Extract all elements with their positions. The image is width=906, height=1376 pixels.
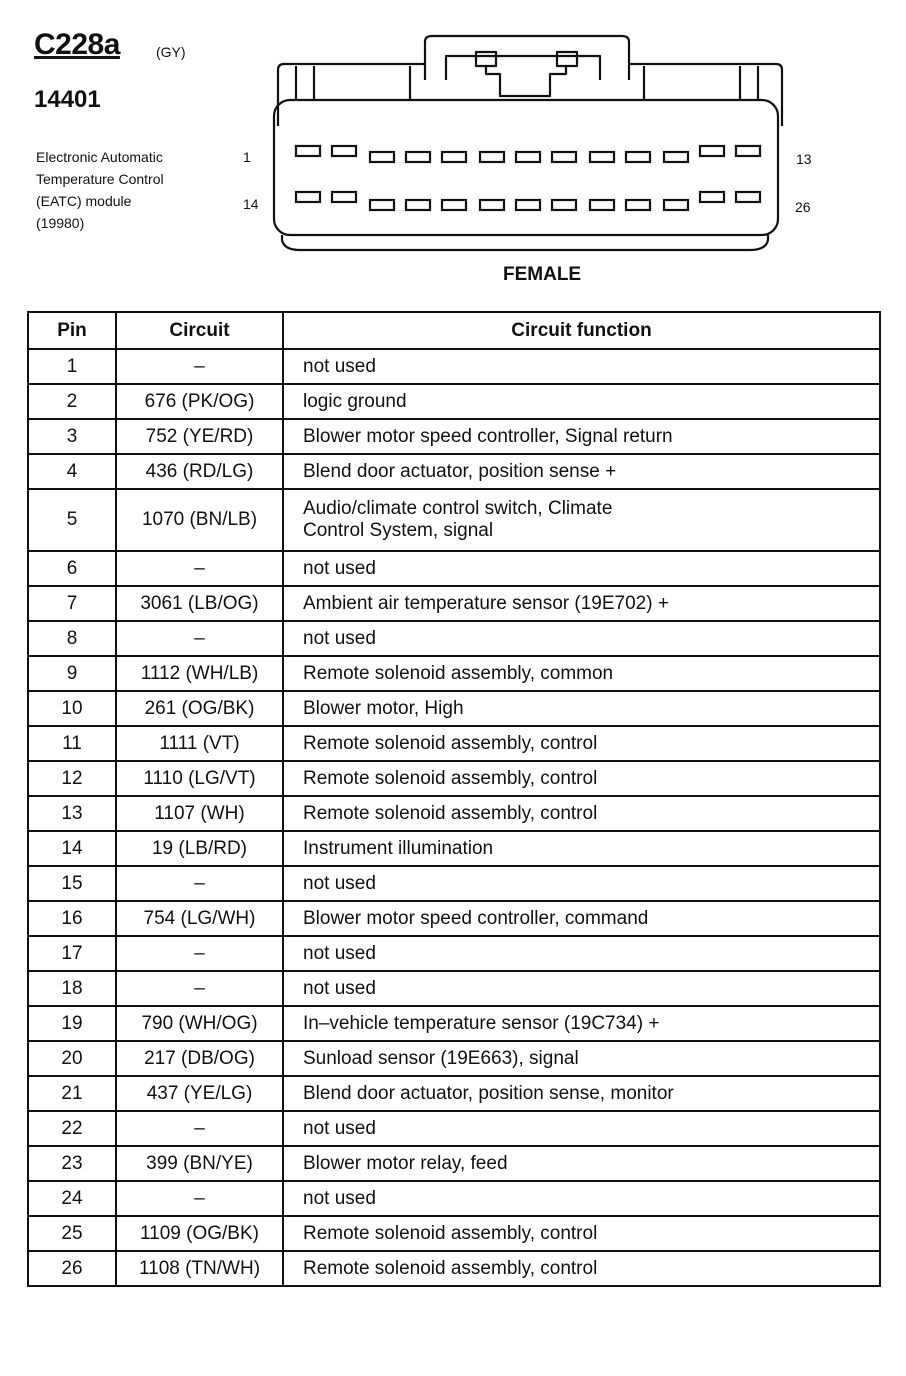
column-header-function: Circuit function [283,312,880,349]
function-cell [283,1041,880,1076]
connector-title: C228a [34,28,120,61]
circuit-cell: 754 (LG/WH) [116,901,283,936]
pin-cell: 14 [28,831,116,866]
function-line: not used [303,557,376,579]
table-row [28,726,880,761]
function-line: Blower motor speed controller, command [303,907,649,929]
function-line: Blower motor relay, feed [303,1152,508,1174]
pin-cell: 12 [28,761,116,796]
circuit-cell: 1107 (WH) [116,796,283,831]
table-row [28,1146,880,1181]
table-row [28,1041,880,1076]
pin-cell: 20 [28,1041,116,1076]
pin-slot [626,200,650,210]
circuit-cell: 217 (DB/OG) [116,1041,283,1076]
function-cell [283,489,880,551]
circuit-cell: 790 (WH/OG) [116,1006,283,1041]
function-line: Audio/climate control switch, Climate [303,498,613,519]
function-line: Control System, signal [303,520,494,541]
pin-cell: 15 [28,866,116,901]
pin-slot [296,192,320,202]
table-row [28,384,880,419]
pin-cell: 5 [28,489,116,551]
table-row [28,971,880,1006]
function-cell [283,1251,880,1286]
function-line: not used [303,977,376,999]
pin-label-13: 13 [796,151,812,167]
circuit-cell: – [116,1111,283,1146]
function-cell [283,656,880,691]
function-cell [283,349,880,384]
function-cell [283,1111,880,1146]
function-line: Blend door actuator, position sense, monitor [303,1082,674,1104]
function-line: not used [303,1117,376,1139]
description-line: Electronic Automatic [36,149,163,165]
function-line: Remote solenoid assembly, common [303,662,614,684]
function-line: Remote solenoid assembly, control [303,1222,598,1244]
pin-cell: 4 [28,454,116,489]
pin-cell: 19 [28,1006,116,1041]
function-cell [283,971,880,1006]
table-row [28,349,880,384]
function-line: not used [303,627,376,649]
circuit-cell: – [116,621,283,656]
function-line: Blower motor, High [303,697,464,719]
function-line: In–vehicle temperature sensor (19C734) + [303,1012,660,1034]
pin-slot [736,146,760,156]
connector-diagram [270,30,790,260]
circuit-cell: – [116,551,283,586]
table-row [28,551,880,586]
table-row [28,1181,880,1216]
table-header-row [28,312,880,349]
circuit-cell: 1108 (TN/WH) [116,1251,283,1286]
pin-cell: 25 [28,1216,116,1251]
circuit-cell: – [116,349,283,384]
table-row [28,621,880,656]
pin-slot [736,192,760,202]
table-row [28,454,880,489]
table-row [28,866,880,901]
function-cell [283,621,880,656]
circuit-cell: 3061 (LB/OG) [116,586,283,621]
pin-slot [626,152,650,162]
function-line: not used [303,872,376,894]
function-cell [283,586,880,621]
pin-slot [590,152,614,162]
pin-cell: 6 [28,551,116,586]
function-cell [283,936,880,971]
module-description [36,146,164,234]
pin-cell: 2 [28,384,116,419]
pin-slot [552,152,576,162]
description-line: (19980) [36,215,85,231]
description-line: Temperature Control [36,171,164,187]
function-line: Blower motor speed controller, Signal return [303,425,673,447]
circuit-cell: 19 (LB/RD) [116,831,283,866]
pin-cell: 18 [28,971,116,1006]
pin-cell: 17 [28,936,116,971]
connector-color-code: (GY) [156,44,186,60]
pin-slot [590,200,614,210]
table-row [28,901,880,936]
column-header-pin: Pin [28,312,116,349]
pin-slot [516,152,540,162]
pin-slot [332,192,356,202]
function-line: Blend door actuator, position sense + [303,460,617,482]
function-cell [283,1076,880,1111]
pin-cell: 11 [28,726,116,761]
function-cell [283,1006,880,1041]
function-line: logic ground [303,390,407,412]
table-row [28,1216,880,1251]
table-row [28,1006,880,1041]
table-row [28,691,880,726]
circuit-cell: – [116,1181,283,1216]
table-row [28,1111,880,1146]
function-line: Instrument illumination [303,837,494,859]
table-row [28,1251,880,1286]
function-cell [283,1181,880,1216]
function-cell [283,551,880,586]
circuit-cell: 1070 (BN/LB) [116,489,283,551]
pin-cell: 7 [28,586,116,621]
pin-cell: 3 [28,419,116,454]
pin-cell: 1 [28,349,116,384]
circuit-cell: 1110 (LG/VT) [116,761,283,796]
pin-slot [370,200,394,210]
pinout-table [27,311,881,1287]
function-cell [283,901,880,936]
table-row [28,489,880,551]
pin-slot [406,200,430,210]
pin-cell: 10 [28,691,116,726]
circuit-cell: 1112 (WH/LB) [116,656,283,691]
pin-cell: 22 [28,1111,116,1146]
pin-slot [700,146,724,156]
column-header-circuit: Circuit [116,312,283,349]
pin-label-14: 14 [243,196,259,212]
pin-slot [552,200,576,210]
pin-cell: 23 [28,1146,116,1181]
function-cell [283,726,880,761]
pin-slot [480,152,504,162]
table-row [28,936,880,971]
function-line: Remote solenoid assembly, control [303,732,598,754]
function-cell [283,691,880,726]
pin-cell: 16 [28,901,116,936]
pin-slot [370,152,394,162]
function-line: not used [303,1187,376,1209]
circuit-cell: 1109 (OG/BK) [116,1216,283,1251]
pin-slot [516,200,540,210]
pin-label-26: 26 [795,199,811,215]
circuit-cell: 261 (OG/BK) [116,691,283,726]
pin-slot [480,200,504,210]
table-row [28,796,880,831]
pin-slot [296,146,320,156]
circuit-cell: 1111 (VT) [116,726,283,761]
function-cell [283,796,880,831]
function-cell [283,454,880,489]
function-line: not used [303,942,376,964]
description-line: (EATC) module [36,193,132,209]
circuit-cell: 436 (RD/LG) [116,454,283,489]
circuit-cell: – [116,936,283,971]
circuit-cell: 399 (BN/YE) [116,1146,283,1181]
function-cell [283,761,880,796]
pin-cell: 26 [28,1251,116,1286]
table-row [28,1076,880,1111]
pin-cell: 8 [28,621,116,656]
pin-slot [442,200,466,210]
function-line: Remote solenoid assembly, control [303,802,598,824]
pin-label-1: 1 [243,149,251,165]
function-cell [283,831,880,866]
function-line: Ambient air temperature sensor (19E702) + [303,592,669,614]
function-cell [283,1216,880,1251]
pin-cell: 13 [28,796,116,831]
connector-gender-label: FEMALE [503,264,582,285]
pin-cell: 9 [28,656,116,691]
function-line: Remote solenoid assembly, control [303,767,598,789]
circuit-cell: 437 (YE/LG) [116,1076,283,1111]
function-cell [283,384,880,419]
function-cell [283,1146,880,1181]
function-line: Sunload sensor (19E663), signal [303,1047,579,1069]
pin-cell: 24 [28,1181,116,1216]
pin-cell: 21 [28,1076,116,1111]
function-line: Remote solenoid assembly, control [303,1257,598,1279]
pin-slot [700,192,724,202]
pin-slot [664,200,688,210]
pin-slot [664,152,688,162]
pin-slot [406,152,430,162]
circuit-cell: 676 (PK/OG) [116,384,283,419]
table-row [28,831,880,866]
table-row [28,586,880,621]
table-row [28,419,880,454]
circuit-cell: – [116,866,283,901]
function-cell [283,866,880,901]
part-number: 14401 [34,86,101,113]
function-line: not used [303,355,376,377]
table-row [28,761,880,796]
pin-slot [442,152,466,162]
pin-slot [332,146,356,156]
circuit-cell: 752 (YE/RD) [116,419,283,454]
table-row [28,656,880,691]
function-cell [283,419,880,454]
circuit-cell: – [116,971,283,1006]
